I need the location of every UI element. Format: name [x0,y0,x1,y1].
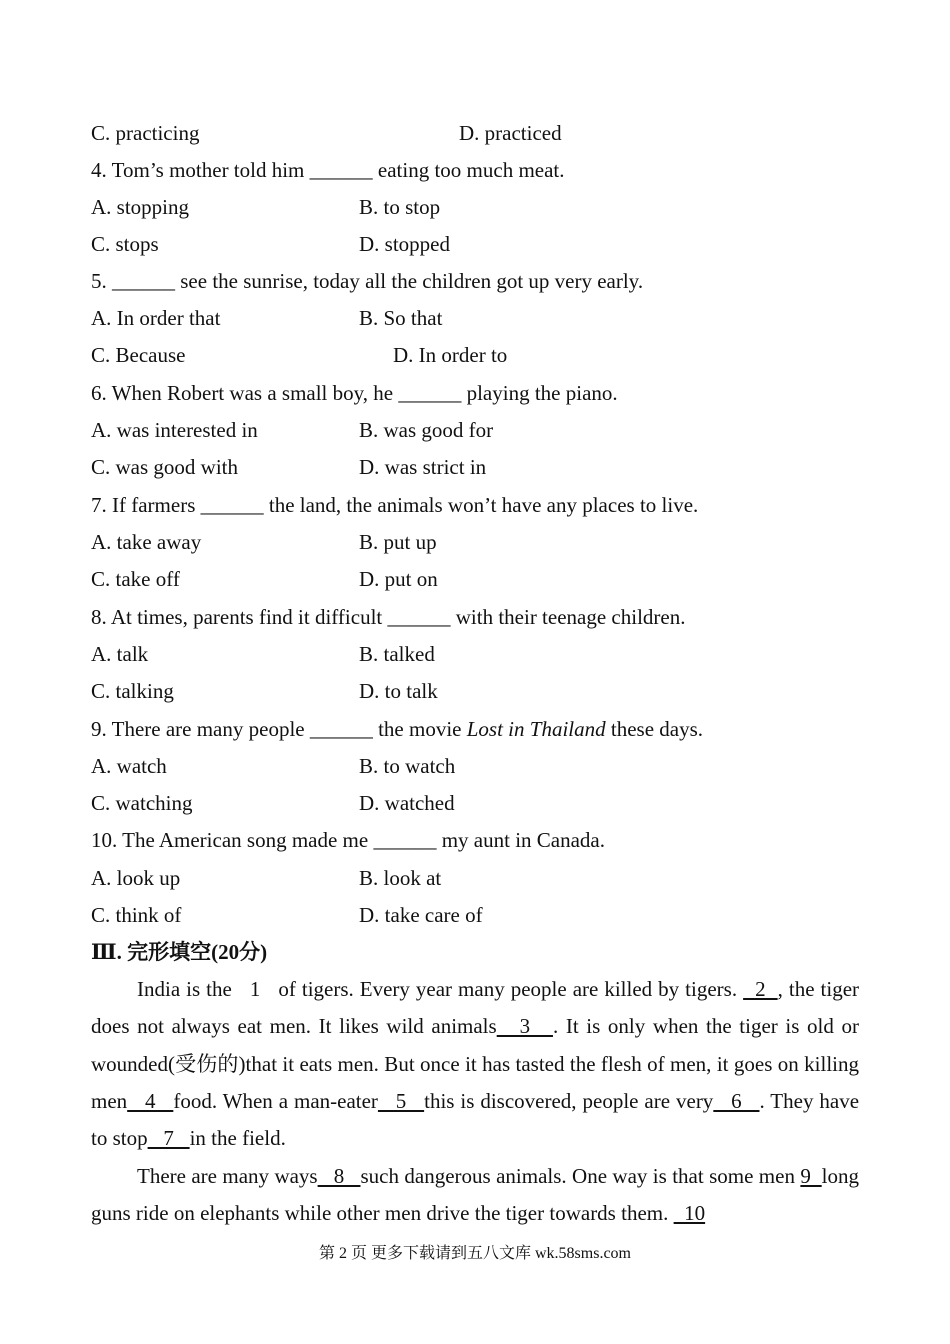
blank-10: 10 [673,1201,706,1226]
option-a: A. talk [91,642,149,666]
question-4: 4. Tom’s mother told him ______ eating too much meat. [91,158,565,182]
passage-text: . They have to stop [91,1088,860,1151]
option-c: C. think of [91,903,182,927]
blank-7: 7 [147,1126,190,1151]
option-b: B. was good for [359,418,494,442]
passage-text: food. When a man-eater [173,1088,378,1113]
option-a: A. look up [91,866,181,890]
option-c: C. Because [91,343,186,367]
question-8: 8. At times, parents find it difficult ______ with their teenage children. [91,605,686,629]
passage-text: of tigers. Every year many people are killed by tigers. [272,977,744,1001]
option-d: D. watched [359,791,455,815]
option-a: A. take away [91,530,202,554]
option-b: B. look at [359,866,442,890]
passage-text: , the tiger does not always eat men. It likes wild animals [91,977,860,1039]
question-9-text-b: these days. [605,717,704,741]
blank-2: 2 [743,977,778,1001]
passage-text: There are many ways [137,1164,318,1188]
option-d: D. was strict in [359,455,487,479]
option-a: A. watch [91,754,167,778]
question-6: 6. When Robert was a small boy, he ______ playing the piano. [91,381,618,405]
option-c: C. was good with [91,455,238,479]
question-9-text-a: 9. There are many people ______ the movie [91,717,467,741]
option-d: D. take care of [359,903,483,927]
option-c: C. talking [91,679,174,703]
option-d: D. practiced [459,121,562,145]
option-a: A. stopping [91,195,190,219]
blank-4: 4 [127,1088,174,1113]
passage-text: . It is only when the tiger is old or wounded(受伤的)that it eats men. But once it has tasted the flesh of men, it goes on killing men [91,1014,859,1113]
question-7: 7. If farmers ______ the land, the animals won’t have any places to live. [91,493,699,517]
blank-8: 8 [317,1164,361,1188]
blank-5: 5 [377,1088,425,1113]
page-footer: 第 2 页 更多下载请到五八文库 wk.58sms.com [318,1245,631,1262]
line-0 [91,120,199,146]
passage-text: India is the [137,977,238,1001]
blank-6: 6 [713,1088,760,1113]
option-b: B. put up [359,530,437,554]
option-d: D. In order to [393,343,508,367]
movie-title: Lost in Thailand [466,717,606,741]
passage-paragraph-2 [91,1158,859,1233]
option-d: D. to talk [359,679,438,703]
passage-text: such dangerous animals. One way is that some men [360,1164,801,1188]
option-b: B. talked [359,642,435,666]
option-d: D. stopped [359,232,450,256]
option-a: A. In order that [91,306,221,330]
option-b: B. to watch [359,754,456,778]
option-c: C. watching [91,791,193,815]
option-c: C. stops [91,232,159,256]
question-9 [91,716,703,742]
blank-3: 3 [496,1014,553,1039]
question-5: 5. ______ see the sunrise, today all the children got up very early. [91,269,644,293]
option-a: A. was interested in [91,418,258,442]
passage-paragraph-1 [91,971,859,1157]
passage-text: in the field. [189,1126,286,1151]
passage-text: this is discovered, people are very [424,1088,714,1113]
blank-9: 9 [800,1164,822,1188]
section-heading: Ⅲ. 完形填空(20分) [91,940,268,964]
blank-1: 1 [237,977,273,1001]
option-b: B. to stop [359,195,441,219]
question-10: 10. The American song made me ______ my aunt in Canada. [91,828,605,852]
option-c: C. take off [91,567,180,591]
option-d: D. put on [359,567,438,591]
option-c: C. practicing [91,121,200,145]
line-0b [459,120,562,146]
option-b: B. So that [359,306,443,330]
passage-text: long guns ride on elephants while other men drive the tiger towards them. [91,1164,860,1226]
